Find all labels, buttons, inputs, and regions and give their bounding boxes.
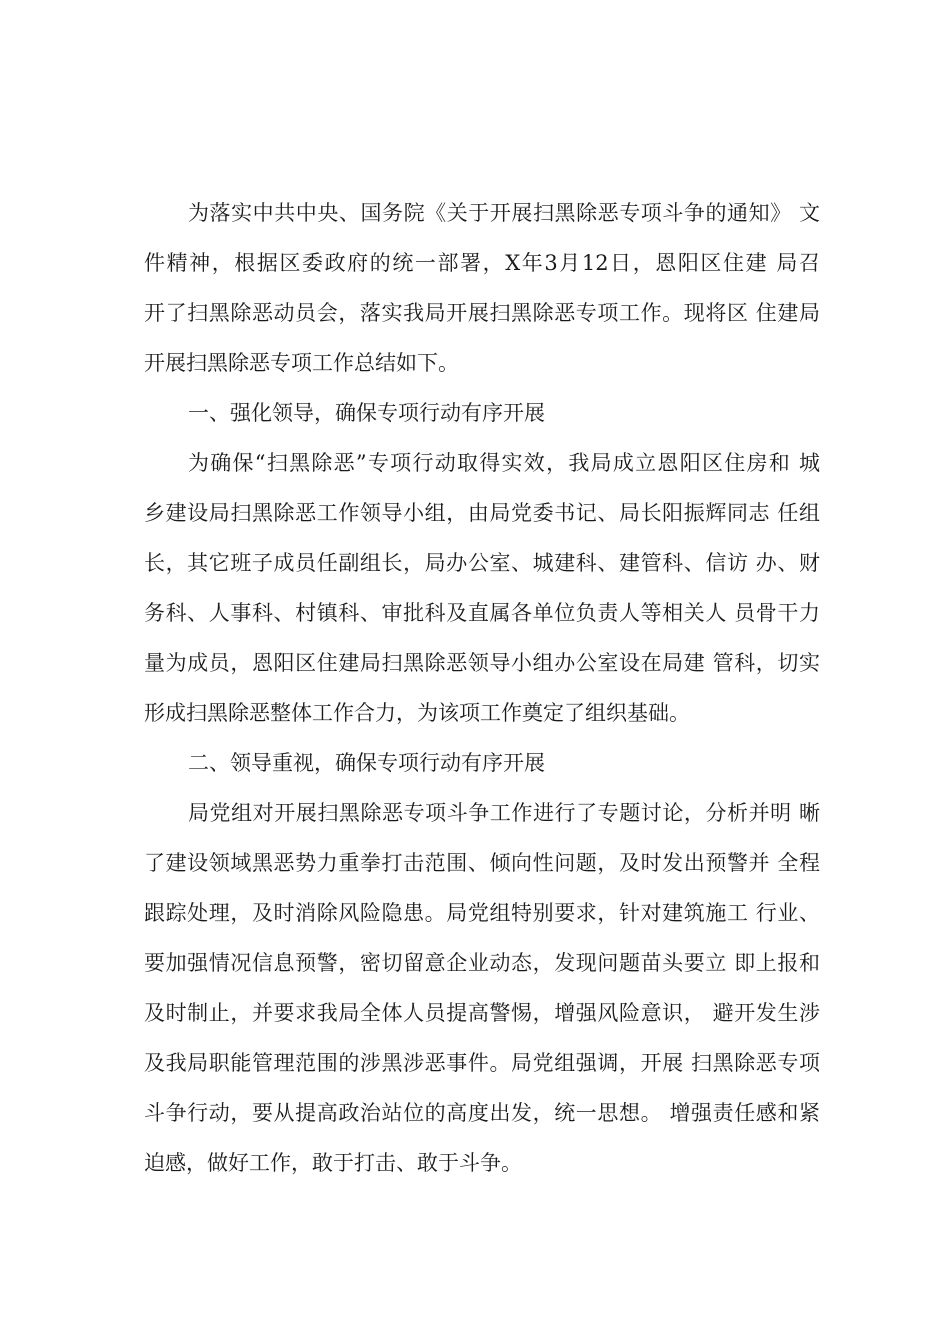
- paragraph-section-2: [144, 788, 820, 1188]
- section-heading-1: [144, 388, 820, 438]
- paragraph-intro: [144, 188, 820, 388]
- text-line: 为确保“扫黑除恶”专项行动取得实效，我局成立恩阳区住房和 城: [188, 451, 820, 475]
- section-heading: 一、强化领导，确保专项行动有序开展: [188, 401, 545, 425]
- text-line: 为落实中共中央、国务院《关于开展扫黑除恶专项斗争的通知》 文: [188, 201, 820, 225]
- text-line: 要加强情况信息预警，密切留意企业动态，发现问题苗头要立 即上报和: [144, 951, 820, 975]
- document-body: [144, 188, 820, 1188]
- text-line: 开展扫黑除恶专项工作总结如下。: [144, 351, 459, 375]
- text-line: 及时制止，并要求我局全体人员提高警惕，增强风险意识， 避开发生涉: [144, 1001, 820, 1025]
- text-line: 迫感，做好工作，敢于打击、敢于斗争。: [144, 1151, 522, 1175]
- text-line: 局党组对开展扫黑除恶专项斗争工作进行了专题讨论，分析并明 晰: [188, 801, 820, 825]
- section-heading-2: [144, 738, 820, 788]
- text-line: 了建设领域黑恶势力重拳打击范围、倾向性问题，及时发出预警并 全程: [144, 851, 820, 875]
- paragraph-section-1: [144, 438, 820, 738]
- text-line: 斗争行动，要从提高政治站位的高度出发，统一思想。 增强责任感和紧: [144, 1101, 820, 1125]
- text-line: 务科、人事科、村镇科、审批科及直属各单位负责人等相关人 员骨干力: [144, 601, 820, 625]
- text-line: 乡建设局扫黑除恶工作领导小组，由局党委书记、局长阳振辉同志 任组: [144, 501, 820, 525]
- section-heading: 二、领导重视，确保专项行动有序开展: [188, 751, 545, 775]
- text-line: 长，其它班子成员任副组长，局办公室、城建科、建管科、信访 办、财: [144, 551, 820, 575]
- text-line: 件精神，根据区委政府的统一部署，X年3月12日，恩阳区住建 局召: [144, 251, 820, 275]
- text-line: 跟踪处理，及时消除风险隐患。局党组特别要求，针对建筑施工 行业、: [144, 901, 820, 925]
- text-line: 及我局职能管理范围的涉黑涉恶事件。局党组强调，开展 扫黑除恶专项: [144, 1051, 820, 1075]
- text-line: 形成扫黑除恶整体工作合力，为该项工作奠定了组织基础。: [144, 701, 690, 725]
- text-line: 开了扫黑除恶动员会，落实我局开展扫黑除恶专项工作。现将区 住建局: [144, 301, 820, 325]
- text-line: 量为成员，恩阳区住建局扫黑除恶领导小组办公室设在局建 管科，切实: [144, 651, 820, 675]
